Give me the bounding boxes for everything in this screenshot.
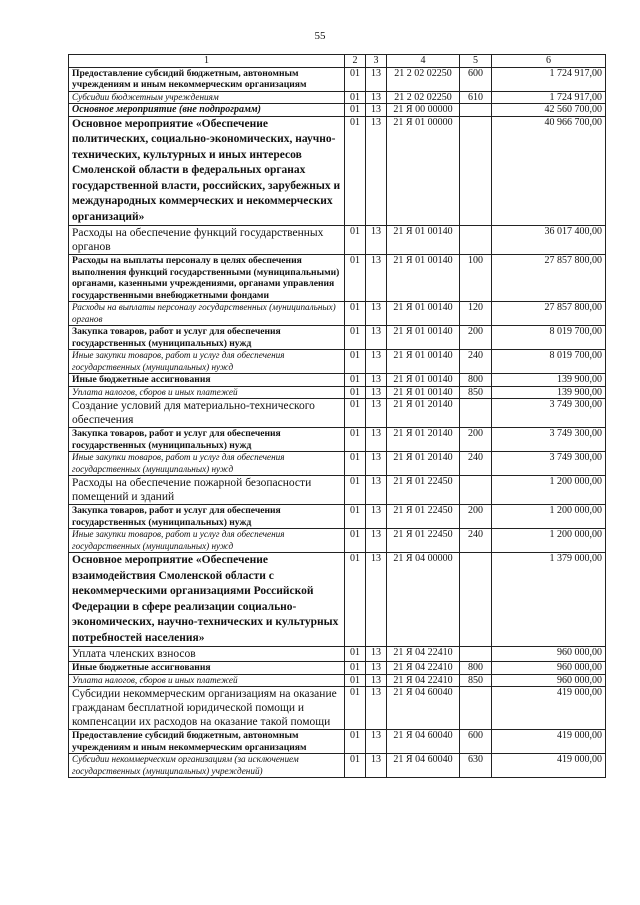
table-row [69,647,606,662]
expense-type-cell: 240 [460,452,492,476]
row-name-cell: Уплата членских взносов [69,647,345,662]
subsection-code-cell: 13 [366,326,387,350]
section-code-cell: 01 [345,399,366,428]
table-row [69,730,606,754]
section-code-cell: 01 [345,67,366,91]
target-article-cell: 21 Я 01 00140 [387,374,460,387]
target-article-cell: 21 Я 04 60040 [387,687,460,730]
target-article-cell: 21 Я 01 00140 [387,302,460,326]
section-code-cell: 01 [345,687,366,730]
table-header-row [69,55,606,68]
amount-cell: 8 019 700,00 [492,326,606,350]
section-code-cell: 01 [345,302,366,326]
target-article-cell: 21 Я 04 22410 [387,662,460,675]
row-name-cell: Предоставление субсидий бюджетным, автономным учреждениям и иным некоммерческим организациям [69,67,345,91]
header-cell: 5 [460,55,492,68]
row-name-cell: Создание условий для материально-технического обеспечения [69,399,345,428]
table-row [69,662,606,675]
subsection-code-cell: 13 [366,754,387,778]
subsection-code-cell: 13 [366,730,387,754]
expense-type-cell [460,399,492,428]
target-article-cell: 21 Я 01 00140 [387,255,460,302]
table-row [69,386,606,399]
amount-cell: 36 017 400,00 [492,226,606,255]
section-code-cell: 01 [345,116,366,226]
expense-type-cell: 610 [460,91,492,104]
subsection-code-cell: 13 [366,505,387,529]
row-name-cell: Основное мероприятие (вне подпрограмм) [69,104,345,117]
expense-type-cell: 850 [460,674,492,687]
amount-cell: 139 900,00 [492,374,606,387]
expense-type-cell: 600 [460,730,492,754]
section-code-cell: 01 [345,374,366,387]
amount-cell: 40 966 700,00 [492,116,606,226]
amount-cell: 419 000,00 [492,687,606,730]
row-name-cell: Основное мероприятие «Обеспечение взаимодействия Смоленской области с некоммерческими организациями Российской Федерации в сфере реализации социально-экономических, научно-технических и культурных потребностей населения» [69,553,345,647]
target-article-cell: 21 Я 04 60040 [387,730,460,754]
target-article-cell: 21 Я 01 20140 [387,399,460,428]
table-row [69,452,606,476]
row-name-cell: Расходы на обеспечение функций государственных органов [69,226,345,255]
target-article-cell: 21 Я 01 00140 [387,226,460,255]
row-name-cell: Основное мероприятие «Обеспечение политических, социально-экономических, научно-технических, культурных и иных интересов Смоленской области в федеральных органах государственной власти, российских, зарубежных и международных коммерческих и некоммерческих организаций» [69,116,345,226]
amount-cell: 139 900,00 [492,386,606,399]
section-code-cell: 01 [345,754,366,778]
target-article-cell: 21 Я 04 00000 [387,553,460,647]
target-article-cell: 21 2 02 02250 [387,91,460,104]
subsection-code-cell: 13 [366,386,387,399]
subsection-code-cell: 13 [366,647,387,662]
amount-cell: 1 200 000,00 [492,529,606,553]
expense-type-cell [460,104,492,117]
table-row [69,687,606,730]
amount-cell: 419 000,00 [492,730,606,754]
subsection-code-cell: 13 [366,662,387,675]
section-code-cell: 01 [345,476,366,505]
amount-cell: 960 000,00 [492,674,606,687]
table-row [69,67,606,91]
row-name-cell: Иные закупки товаров, работ и услуг для обеспечения государственных (муниципальных) нужд [69,350,345,374]
expense-type-cell [460,647,492,662]
target-article-cell: 21 Я 04 60040 [387,754,460,778]
table-row [69,428,606,452]
target-article-cell: 21 Я 01 00140 [387,386,460,399]
target-article-cell: 21 Я 01 22450 [387,505,460,529]
table-row [69,302,606,326]
table-row [69,529,606,553]
target-article-cell: 21 Я 01 22450 [387,476,460,505]
subsection-code-cell: 13 [366,116,387,226]
header-cell: 3 [366,55,387,68]
subsection-code-cell: 13 [366,302,387,326]
target-article-cell: 21 Я 01 20140 [387,452,460,476]
subsection-code-cell: 13 [366,104,387,117]
amount-cell: 1 200 000,00 [492,476,606,505]
target-article-cell: 21 Я 01 22450 [387,529,460,553]
subsection-code-cell: 13 [366,687,387,730]
row-name-cell: Закупка товаров, работ и услуг для обеспечения государственных (муниципальных) нужд [69,326,345,350]
table-row [69,553,606,647]
table-row [69,116,606,226]
amount-cell: 419 000,00 [492,754,606,778]
subsection-code-cell: 13 [366,553,387,647]
section-code-cell: 01 [345,662,366,675]
expense-type-cell: 800 [460,374,492,387]
row-name-cell: Уплата налогов, сборов и иных платежей [69,386,345,399]
header-cell: 6 [492,55,606,68]
amount-cell: 42 560 700,00 [492,104,606,117]
expense-type-cell [460,226,492,255]
expense-type-cell [460,116,492,226]
amount-cell: 960 000,00 [492,662,606,675]
section-code-cell: 01 [345,647,366,662]
subsection-code-cell: 13 [366,452,387,476]
target-article-cell: 21 Я 04 22410 [387,674,460,687]
table-row [69,91,606,104]
amount-cell: 1 724 917,00 [492,91,606,104]
row-name-cell: Иные закупки товаров, работ и услуг для обеспечения государственных (муниципальных) нужд [69,452,345,476]
page-number: 55 [314,30,326,42]
table-row [69,326,606,350]
expense-type-cell [460,476,492,505]
row-name-cell: Уплата налогов, сборов и иных платежей [69,674,345,687]
target-article-cell: 21 2 02 02250 [387,67,460,91]
subsection-code-cell: 13 [366,428,387,452]
amount-cell: 3 749 300,00 [492,452,606,476]
section-code-cell: 01 [345,226,366,255]
row-name-cell: Иные закупки товаров, работ и услуг для обеспечения государственных (муниципальных) нужд [69,529,345,553]
row-name-cell: Расходы на выплаты персоналу в целях обеспечения выполнения функций государственными (муниципальными) органами, казенными учреждениями, органами управления государственными внебюджетными фондами [69,255,345,302]
amount-cell: 960 000,00 [492,647,606,662]
subsection-code-cell: 13 [366,350,387,374]
row-name-cell: Иные бюджетные ассигнования [69,662,345,675]
subsection-code-cell: 13 [366,399,387,428]
amount-cell: 1 200 000,00 [492,505,606,529]
table-row [69,255,606,302]
section-code-cell: 01 [345,255,366,302]
expense-type-cell [460,687,492,730]
section-code-cell: 01 [345,91,366,104]
section-code-cell: 01 [345,553,366,647]
subsection-code-cell: 13 [366,374,387,387]
row-name-cell: Предоставление субсидий бюджетным, автономным учреждениям и иным некоммерческим организациям [69,730,345,754]
row-name-cell: Субсидии бюджетным учреждениям [69,91,345,104]
target-article-cell: 21 Я 01 00140 [387,350,460,374]
amount-cell: 1 379 000,00 [492,553,606,647]
subsection-code-cell: 13 [366,255,387,302]
expense-type-cell: 200 [460,326,492,350]
amount-cell: 1 724 917,00 [492,67,606,91]
header-cell: 4 [387,55,460,68]
expense-type-cell: 600 [460,67,492,91]
subsection-code-cell: 13 [366,476,387,505]
expense-type-cell: 240 [460,529,492,553]
subsection-code-cell: 13 [366,674,387,687]
section-code-cell: 01 [345,730,366,754]
target-article-cell: 21 Я 04 22410 [387,647,460,662]
section-code-cell: 01 [345,505,366,529]
budget-table [68,54,606,778]
row-name-cell: Иные бюджетные ассигнования [69,374,345,387]
subsection-code-cell: 13 [366,91,387,104]
header-cell: 2 [345,55,366,68]
subsection-code-cell: 13 [366,226,387,255]
amount-cell: 27 857 800,00 [492,302,606,326]
header-cell: 1 [69,55,345,68]
table-row [69,104,606,117]
table-body [69,55,606,778]
subsection-code-cell: 13 [366,67,387,91]
table-row [69,399,606,428]
target-article-cell: 21 Я 00 00000 [387,104,460,117]
section-code-cell: 01 [345,104,366,117]
section-code-cell: 01 [345,326,366,350]
table-row [69,350,606,374]
target-article-cell: 21 Я 01 00140 [387,326,460,350]
expense-type-cell: 800 [460,662,492,675]
expense-type-cell: 850 [460,386,492,399]
expense-type-cell: 240 [460,350,492,374]
section-code-cell: 01 [345,428,366,452]
expense-type-cell: 120 [460,302,492,326]
section-code-cell: 01 [345,350,366,374]
table-row [69,505,606,529]
row-name-cell: Расходы на обеспечение пожарной безопасности помещений и зданий [69,476,345,505]
row-name-cell: Субсидии некоммерческим организациям (за исключением государственных (муниципальных) учреждений) [69,754,345,778]
amount-cell: 3 749 300,00 [492,399,606,428]
row-name-cell: Закупка товаров, работ и услуг для обеспечения государственных (муниципальных) нужд [69,428,345,452]
target-article-cell: 21 Я 01 20140 [387,428,460,452]
table-row [69,374,606,387]
amount-cell: 3 749 300,00 [492,428,606,452]
table-row [69,476,606,505]
subsection-code-cell: 13 [366,529,387,553]
expense-type-cell: 200 [460,505,492,529]
expense-type-cell: 200 [460,428,492,452]
section-code-cell: 01 [345,529,366,553]
expense-type-cell [460,553,492,647]
expense-type-cell: 100 [460,255,492,302]
target-article-cell: 21 Я 01 00000 [387,116,460,226]
expense-type-cell: 630 [460,754,492,778]
row-name-cell: Расходы на выплаты персоналу государственных (муниципальных) органов [69,302,345,326]
row-name-cell: Закупка товаров, работ и услуг для обеспечения государственных (муниципальных) нужд [69,505,345,529]
table-row [69,754,606,778]
table-row [69,674,606,687]
amount-cell: 8 019 700,00 [492,350,606,374]
section-code-cell: 01 [345,452,366,476]
section-code-cell: 01 [345,386,366,399]
row-name-cell: Субсидии некоммерческим организациям на оказание гражданам бесплатной юридической помощи и компенсации их расходов на оказание такой помощи [69,687,345,730]
amount-cell: 27 857 800,00 [492,255,606,302]
table-row [69,226,606,255]
section-code-cell: 01 [345,674,366,687]
